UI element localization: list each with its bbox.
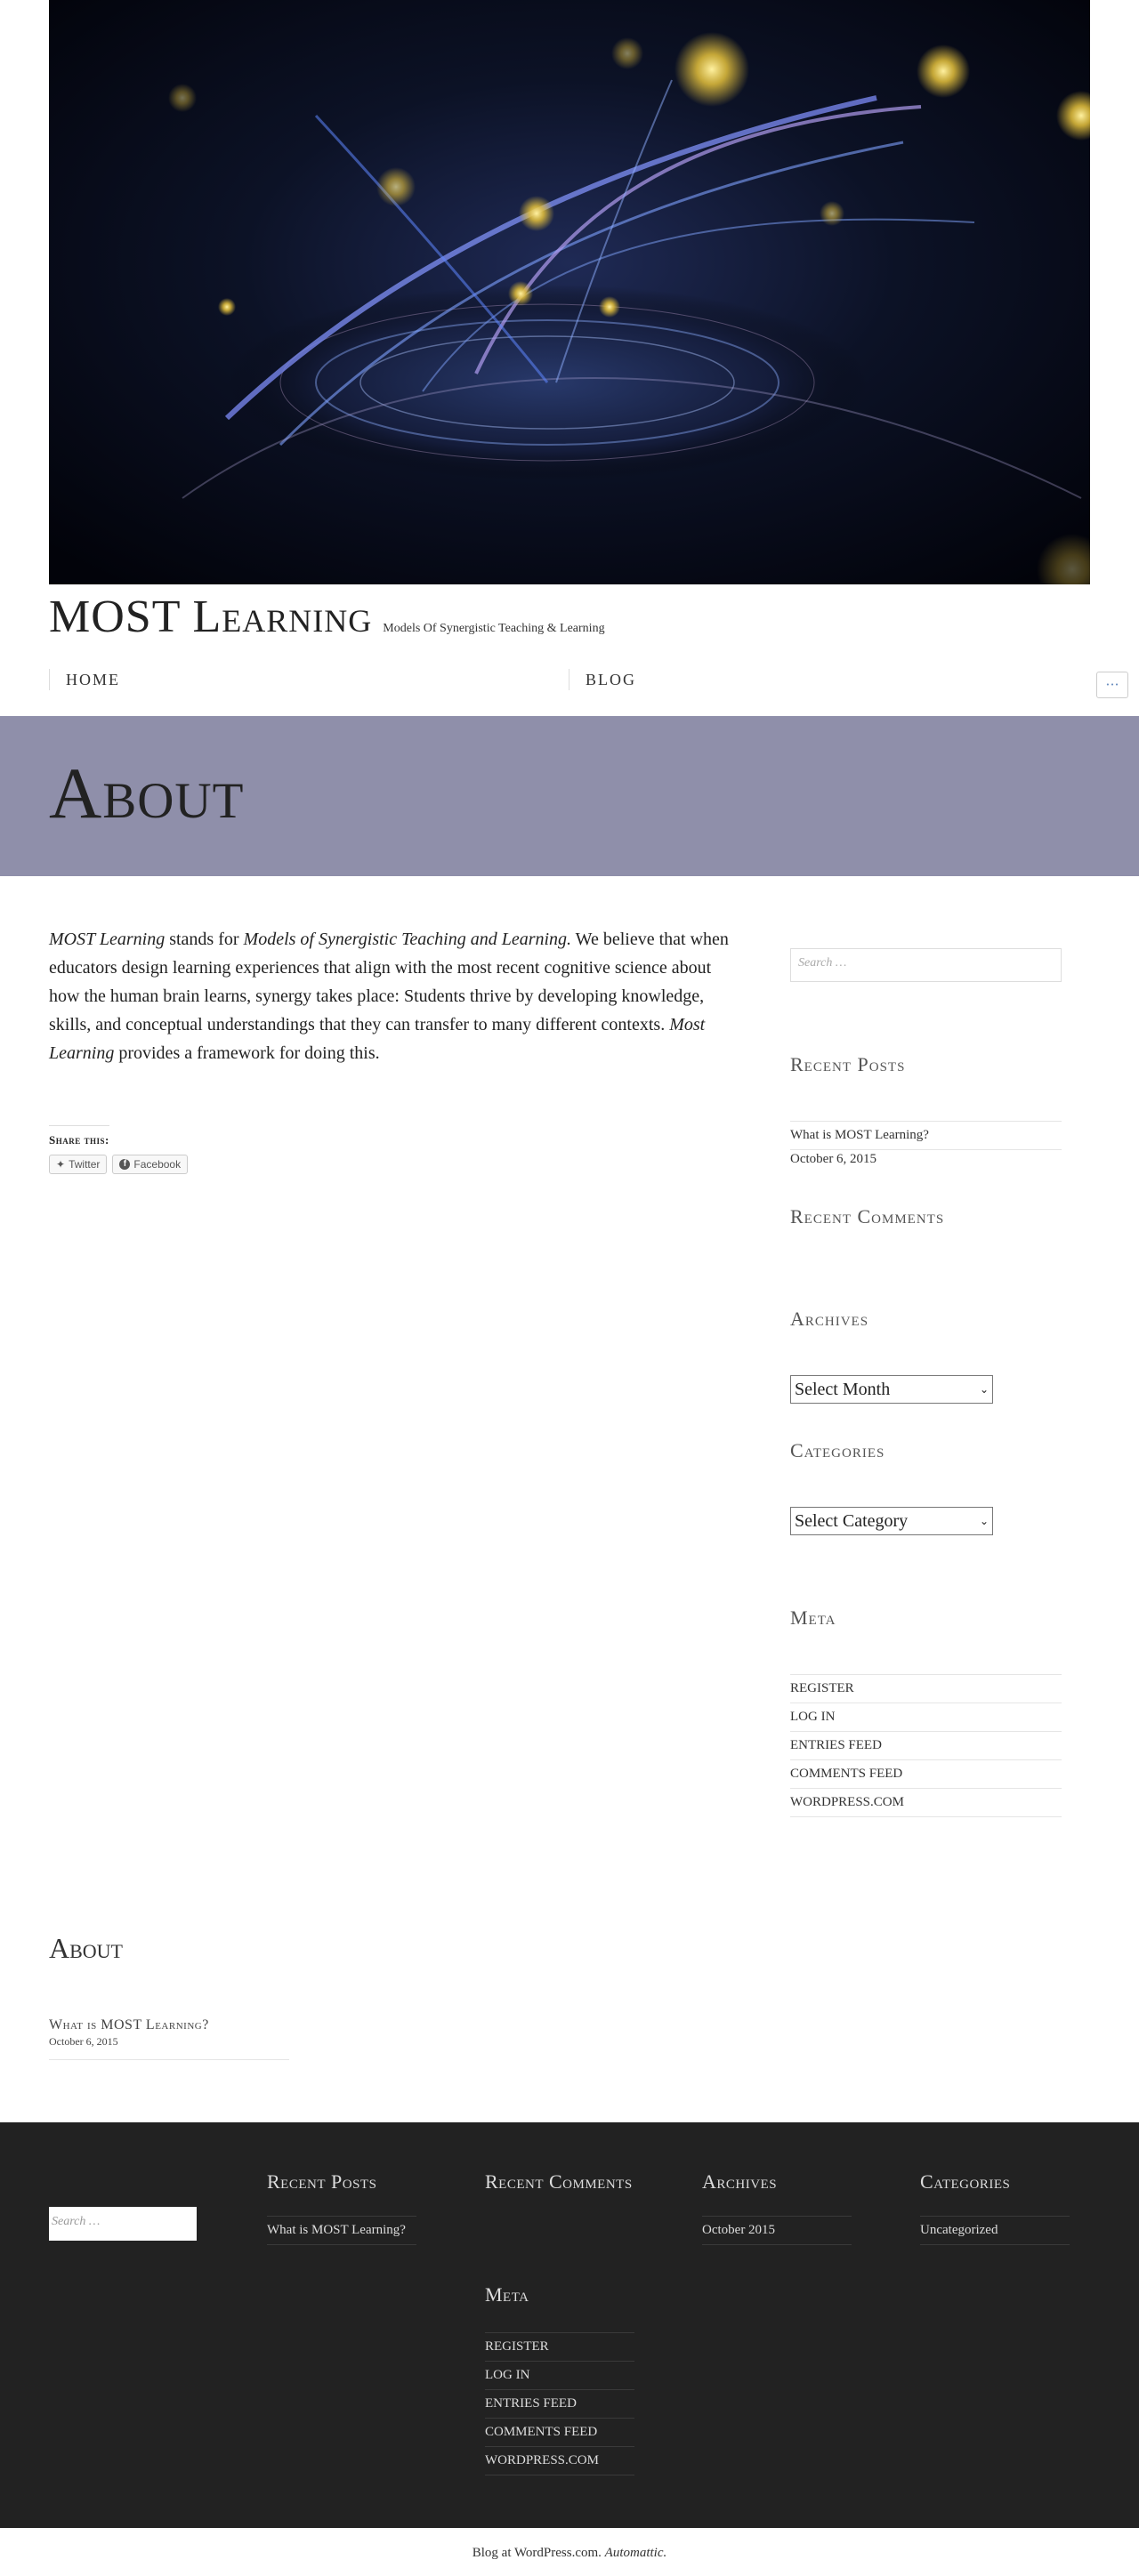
archives-dropdown[interactable] bbox=[790, 1375, 993, 1404]
related-post-date: October 6, 2015 bbox=[49, 2035, 118, 2048]
related-post-title[interactable]: What is MOST Learning? bbox=[49, 2017, 209, 2033]
header-image bbox=[49, 0, 1090, 584]
share-title: Share this: bbox=[49, 1125, 109, 1147]
meta-register-link[interactable]: REGISTER bbox=[790, 1674, 1062, 1703]
page-header bbox=[0, 716, 1139, 876]
share-section bbox=[49, 1125, 188, 1174]
meta-login-link[interactable]: LOG IN bbox=[790, 1703, 1062, 1731]
chevron-down-icon: ⌄ bbox=[979, 1514, 989, 1527]
text-segment: provides a framework for doing this. bbox=[114, 1043, 380, 1063]
footer-meta-list bbox=[485, 2332, 634, 2475]
meta-comments-feed-link[interactable]: COMMENTS FEED bbox=[790, 1759, 1062, 1788]
footer-recent-posts-title: Recent Posts bbox=[267, 2170, 377, 2193]
archives-selected: Select Month bbox=[795, 1379, 891, 1399]
archives-title: Archives bbox=[790, 1308, 869, 1330]
text-segment: MOST Learning bbox=[49, 930, 166, 949]
sidebar-search-input[interactable]: Search … bbox=[790, 948, 1062, 982]
facebook-icon: f bbox=[119, 1159, 130, 1170]
recent-posts-list bbox=[790, 1121, 1062, 1167]
categories-dropdown[interactable] bbox=[790, 1507, 993, 1535]
meta-entries-feed-link[interactable]: ENTRIES FEED bbox=[790, 1731, 1062, 1759]
site-credit bbox=[0, 2546, 1139, 2561]
content-paragraph bbox=[49, 925, 743, 1067]
primary-nav bbox=[49, 669, 1090, 690]
recent-comments-title: Recent Comments bbox=[790, 1205, 945, 1228]
footer-meta-title: Meta bbox=[485, 2283, 529, 2306]
text-segment: Models of Synergistic Teaching and Learning. bbox=[243, 930, 572, 949]
nav-item-home[interactable]: HOME bbox=[49, 669, 120, 690]
facebook-label: Facebook bbox=[133, 1158, 182, 1171]
footer-categories-title: Categories bbox=[920, 2170, 1011, 2193]
text-segment: Most Learning bbox=[49, 1015, 706, 1063]
meta-wordpress-link[interactable]: WORDPRESS.COM bbox=[790, 1788, 1062, 1817]
meta-list bbox=[790, 1674, 1062, 1817]
footer-categories-list bbox=[920, 2216, 1070, 2245]
credit-link[interactable]: Blog at WordPress.com. bbox=[472, 2546, 602, 2560]
site-branding bbox=[49, 591, 605, 643]
recent-posts-title: Recent Posts bbox=[790, 1053, 906, 1075]
page-content bbox=[49, 925, 743, 1067]
footer-category-link[interactable]: Uncategorized bbox=[920, 2216, 1070, 2245]
twitter-label: Twitter bbox=[69, 1158, 101, 1171]
ellipsis-icon: ··· bbox=[1105, 676, 1119, 693]
footer-meta-entries-feed-link[interactable]: ENTRIES FEED bbox=[485, 2389, 634, 2418]
footer-meta-wordpress-link[interactable]: WORDPRESS.COM bbox=[485, 2446, 634, 2475]
share-buttons bbox=[49, 1155, 188, 1174]
footer-meta-register-link[interactable]: REGISTER bbox=[485, 2332, 634, 2361]
page-title: About bbox=[49, 753, 245, 833]
footer-meta-login-link[interactable]: LOG IN bbox=[485, 2361, 634, 2389]
twitter-share-button[interactable] bbox=[49, 1155, 107, 1174]
nav-item-blog[interactable]: BLOG bbox=[569, 669, 636, 690]
meta-title: Meta bbox=[790, 1606, 836, 1629]
footer-recent-posts-list bbox=[267, 2216, 416, 2245]
related-section-title: About bbox=[49, 1932, 123, 1964]
footer-search-input[interactable]: Search … bbox=[49, 2207, 197, 2241]
twitter-icon: ✦ bbox=[56, 1158, 66, 1171]
related-post bbox=[49, 2017, 289, 2060]
site-tagline: Models Of Synergistic Teaching & Learning bbox=[383, 622, 605, 635]
chevron-down-icon: ⌄ bbox=[979, 1382, 989, 1396]
credit-author-link[interactable]: Automattic. bbox=[604, 2546, 667, 2560]
recent-post-date: October 6, 2015 bbox=[790, 1152, 877, 1166]
recent-post-link[interactable]: What is MOST Learning? bbox=[790, 1121, 1062, 1150]
footer-meta-comments-feed-link[interactable]: COMMENTS FEED bbox=[485, 2418, 634, 2446]
footer-archive-link[interactable]: October 2015 bbox=[702, 2216, 852, 2245]
more-menu-button[interactable] bbox=[1096, 672, 1128, 698]
footer-archives-list bbox=[702, 2216, 852, 2245]
footer-recent-comments-title: Recent Comments bbox=[485, 2170, 633, 2193]
categories-selected: Select Category bbox=[795, 1510, 909, 1531]
footer-archives-title: Archives bbox=[702, 2170, 778, 2193]
site-title[interactable]: MOST Learning bbox=[49, 592, 373, 642]
fractal-artwork bbox=[49, 0, 1090, 584]
categories-title: Categories bbox=[790, 1439, 885, 1461]
text-segment: stands for bbox=[165, 930, 244, 949]
facebook-share-button[interactable] bbox=[112, 1155, 188, 1174]
text-segment: We believe that when educators design learning experiences that align with the most recent cognitive science about how the human brain learns, synergy takes place: Students thrive by developing knowledge, skills, and conceptual understandings that they can transfer to many different contexts. bbox=[49, 930, 729, 1034]
footer-recent-post-link[interactable]: What is MOST Learning? bbox=[267, 2216, 416, 2245]
